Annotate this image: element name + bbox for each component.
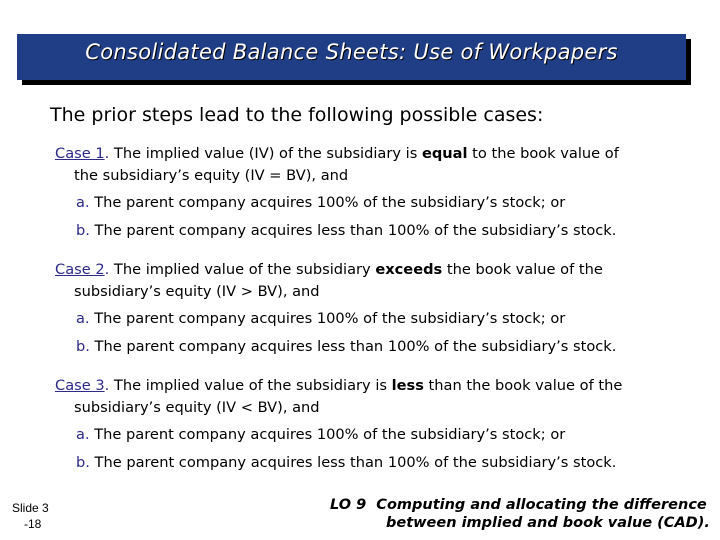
case-1-option-a xyxy=(76,194,565,211)
option-letter: b. xyxy=(76,338,90,355)
case-text-after: than the book value of the xyxy=(423,377,623,394)
case-text-before: The implied value of the subsidiary is xyxy=(113,377,392,394)
option-text: The parent company acquires 100% of the subsidiary’s stock; or xyxy=(94,426,566,443)
case-text-before: The implied value (IV) of the subsidiary is xyxy=(113,145,422,162)
case-emphasis: equal xyxy=(421,145,468,162)
case-line2: subsidiary’s equity (IV < BV), and xyxy=(74,399,320,416)
option-letter: b. xyxy=(76,222,90,239)
case-2-option-b xyxy=(76,338,616,355)
lo-prefix: LO 9 xyxy=(330,497,367,513)
option-letter: b. xyxy=(76,454,90,471)
option-text: The parent company acquires less than 100% of the subsidiary’s stock. xyxy=(94,454,617,471)
option-letter: a. xyxy=(76,194,90,211)
option-text: The parent company acquires less than 100% of the subsidiary’s stock. xyxy=(94,338,617,355)
case-line2: the subsidiary’s equity (IV = BV), and xyxy=(74,167,349,184)
case-1: Case 1. The implied value (IV) of the subsidiary is equal to the book value of the subsidiary’s equity (IV = BV), and xyxy=(55,143,685,187)
learning-objective xyxy=(330,496,710,532)
case-1-option-b xyxy=(76,222,616,239)
case-text-before: The implied value of the subsidiary xyxy=(113,261,376,278)
intro-text: The prior steps lead to the following possible cases: xyxy=(50,104,544,126)
title-banner xyxy=(17,34,686,80)
case-3-option-a xyxy=(76,426,565,443)
slide-number-line1: Slide 3 xyxy=(12,501,49,515)
option-text: The parent company acquires less than 100% of the subsidiary’s stock. xyxy=(94,222,617,239)
option-letter: a. xyxy=(76,310,90,327)
case-label: Case 1 xyxy=(55,145,105,162)
case-emphasis: less xyxy=(391,377,424,394)
case-2: Case 2. The implied value of the subsidiary exceeds the book value of the subsidiary’s equity (IV > BV), and xyxy=(55,259,685,303)
slide-title: Consolidated Balance Sheets: Use of Workpapers xyxy=(85,40,618,64)
case-3: Case 3. The implied value of the subsidiary is less than the book value of the subsidiary’s equity (IV < BV), and xyxy=(55,375,685,419)
slide-number-line2: -18 xyxy=(24,517,42,531)
case-emphasis: exceeds xyxy=(375,261,443,278)
option-letter: a. xyxy=(76,426,90,443)
case-text-after: to the book value of xyxy=(467,145,619,162)
case-label: Case 2 xyxy=(55,261,105,278)
lo-line1: Computing and allocating the difference xyxy=(376,497,707,513)
case-2-option-a xyxy=(76,310,565,327)
option-text: The parent company acquires 100% of the subsidiary’s stock; or xyxy=(94,194,566,211)
case-text-after: the book value of the xyxy=(442,261,603,278)
case-3-option-b xyxy=(76,454,616,471)
lo-line2: between implied and book value (CAD). xyxy=(386,515,710,531)
case-line2: subsidiary’s equity (IV > BV), and xyxy=(74,283,320,300)
option-text: The parent company acquires 100% of the subsidiary’s stock; or xyxy=(94,310,566,327)
slide-number xyxy=(12,500,49,532)
case-label: Case 3 xyxy=(55,377,105,394)
